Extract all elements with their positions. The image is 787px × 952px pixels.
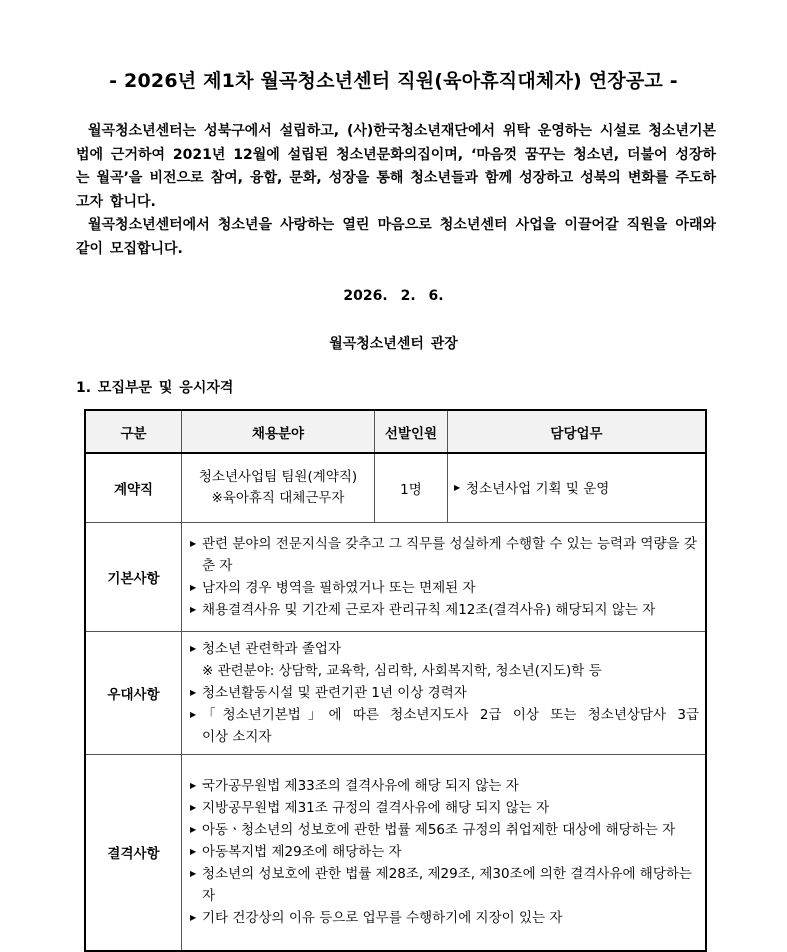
bullet-triangle-icon: ▶ — [190, 687, 197, 697]
section-heading-recruitment: 1. 모집부문 및 응시자격 — [76, 380, 234, 396]
disqualify-item-3: 아동ㆍ청소년의 성보호에 관한 법률 제56조 규정의 취업제한 대상에 해당하는 자 — [202, 822, 676, 839]
recruit-field-line2: ※육아휴직 대체근무자 — [211, 489, 345, 506]
table-row-disqualify — [85, 754, 706, 951]
disqualify-item-4: 아동복지법 제29조에 해당하는 자 — [202, 844, 402, 861]
table-row-contract — [85, 453, 706, 522]
bullet-triangle-icon: ▶ — [190, 825, 197, 835]
header-category: 구분 — [85, 410, 182, 453]
recruit-count: 1명 — [375, 453, 448, 522]
bullet-triangle-icon: ▶ — [190, 847, 197, 857]
bullet-triangle-icon: ▶ — [190, 709, 197, 719]
preferred-item-1: 청소년 관련학과 졸업자 — [202, 640, 341, 657]
disqualify-item-2: 지방공무원법 제31조 규정의 결격사유에 해당 되지 않는 자 — [202, 800, 550, 817]
bullet-triangle-icon: ▶ — [190, 538, 197, 548]
basic-item-3: 채용결격사유 및 기간제 근로자 관리규칙 제12조(결격사유) 해당되지 않는 자 — [202, 601, 656, 618]
disqualify-item-1: 국가공무원법 제33조의 결격사유에 해당 되지 않는 자 — [202, 778, 519, 795]
duty-text: 청소년사업 기획 및 운영 — [466, 480, 610, 497]
recruit-field-cell — [182, 453, 375, 522]
header-field: 채용분야 — [182, 410, 375, 453]
preferred-qualifications — [182, 631, 707, 754]
preferred-item-3-line2: 이상 소지자 — [202, 728, 272, 745]
bullet-triangle-icon: ▶ — [190, 643, 197, 653]
header-count: 선발인원 — [375, 410, 448, 453]
bullet-triangle-icon: ▶ — [190, 781, 197, 791]
disqualify-item-5: 청소년의 성보호에 관한 법률 제28조, 제29조, 제30조에 의한 결격사유에 해당하는 자 — [202, 866, 692, 905]
row-label-preferred: 우대사항 — [85, 631, 182, 754]
director-signature: 월곡청소년센터 관장 — [329, 336, 458, 352]
disqualifications — [182, 754, 707, 951]
disqualify-item-6: 기타 건강상의 이유 등으로 업무를 수행하기에 지장이 있는 자 — [202, 910, 563, 927]
notice-date: 2026. 2. 6. — [343, 288, 444, 304]
bullet-triangle-icon: ▶ — [190, 604, 197, 614]
bullet-triangle-icon: ▶ — [190, 803, 197, 813]
recruit-field-line1: 청소년사업팀 팀원(계약직) — [198, 468, 358, 485]
recruitment-table — [84, 409, 707, 952]
bullet-triangle-icon: ▶ — [190, 913, 197, 923]
bullet-triangle-icon: ▶ — [190, 869, 197, 879]
bullet-triangle-icon: ▶ — [190, 582, 197, 592]
intro-paragraph-1: 월곡청소년센터는 성북구에서 설립하고, (사)한국청소년재단에서 위탁 운영하는 시설로 청소년기본법에 근거하여 2021년 12월에 설립된 청소년문화의집이며, ‘마음껏 꿈꾸는 청소년, 더불어 성장하는 월곡’을 비전으로 참여, 융합, 문화, 성장을 통해 청소년들과 함께 성장하고 성북의 변화를 주도하고자 합니다. — [76, 123, 716, 210]
notice-title: - 2026년 제1차 월곡청소년센터 직원(육아휴직대체자) 연장공고 - — [109, 70, 678, 92]
row-label-basic: 기본사항 — [85, 522, 182, 631]
row-label-contract: 계약직 — [85, 453, 182, 522]
header-duty: 담당업무 — [448, 410, 707, 453]
preferred-item-3-line1: 「청소년기본법」에 따른 청소년지도사 2급 이상 또는 청소년상담사 3급 — [202, 706, 699, 723]
intro-section — [76, 120, 716, 261]
duty-cell — [448, 453, 707, 522]
basic-item-1: 관련 분야의 전문지식을 갖추고 그 직무를 성실하게 수행할 수 있는 능력과 역량을 갖춘 자 — [202, 535, 697, 574]
intro-paragraph-2: 월곡청소년센터에서 청소년을 사랑하는 열린 마음으로 청소년센터 사업을 이끌어갈 직원을 아래와 같이 모집합니다. — [76, 217, 716, 257]
table-row-basic — [85, 522, 706, 631]
preferred-item-2: 청소년활동시설 및 관련기관 1년 이상 경력자 — [202, 684, 467, 701]
bullet-triangle-icon: ▶ — [454, 482, 461, 492]
preferred-note: ※ 관련분야: 상담학, 교육학, 심리학, 사회복지학, 청소년(지도)학 등 — [202, 662, 602, 679]
basic-requirements — [182, 522, 707, 631]
row-label-disqualify: 결격사항 — [85, 754, 182, 951]
table-row-preferred — [85, 631, 706, 754]
table-header-row — [85, 410, 706, 453]
basic-item-2: 남자의 경우 병역을 필하였거나 또는 면제된 자 — [202, 579, 476, 596]
